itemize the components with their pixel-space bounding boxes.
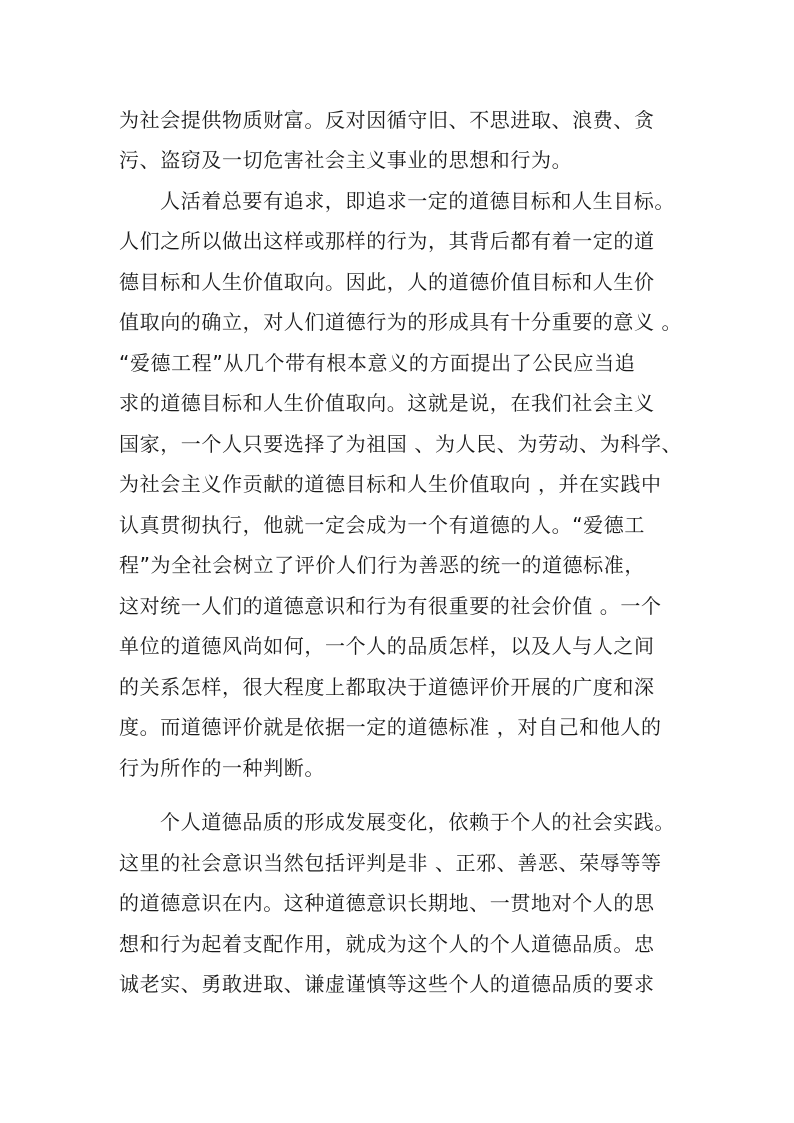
text-line-10: 为社会主义作贡献的道德目标和人生价值取向 ，并在实践中: [119, 472, 662, 496]
text-line-19: 这里的社会意识当然包括评判是非 、正邪、善恶、荣辱等等: [119, 851, 662, 875]
text-line-16: 度。而道德评价就是依据一定的道德标准 ，对自己和他人的: [119, 715, 662, 739]
text-line-20: 的道德意识在内。这种道德意识长期地、一贯地对个人的思: [119, 891, 655, 915]
text-line-22: 诚老实、勇敢进取、谦虚谨慎等这些个人的道德品质的要求: [119, 972, 655, 996]
text-line-4: 人们之所以做出这样或那样的行为，其背后都有着一定的道: [119, 229, 655, 253]
text-line-8: 求的道德目标和人生价值取向。这就是说，在我们社会主义: [119, 391, 655, 415]
text-line-2: 污、盗窃及一切危害社会主义事业的思想和行为。: [119, 148, 573, 172]
text-line-9: 国家，一个人只要选择了为祖国 、为人民、为劳动、为科学、: [119, 432, 683, 456]
text-line-1: 为社会提供物质财富。反对因循守旧、不思进取、浪费、贪: [119, 108, 655, 132]
paragraph-start-line-3: 人活着总要有追求，即追求一定的道德目标和人生目标。: [160, 189, 675, 213]
text-line-15: 的关系怎样，很大程度上都取决于道德评价开展的广度和深: [119, 675, 655, 699]
text-line-11: 认真贯彻执行，他就一定会成为一个有道德的人。“爱德工: [119, 513, 645, 537]
text-line-14: 单位的道德风尚如何，一个人的品质怎样，以及人与人之间: [119, 634, 655, 658]
text-line-6: 值取向的确立，对人们道德行为的形成具有十分重要的意义 。: [119, 310, 683, 334]
text-line-17: 行为所作的一种判断。: [119, 756, 325, 780]
text-line-12: 程”为全社会树立了评价人们行为善恶的统一的道德标准，: [119, 553, 645, 577]
text-line-21: 想和行为起着支配作用，就成为这个人的个人道德品质。忠: [119, 932, 655, 956]
text-line-7: “爱德工程”从几个带有根本意义的方面提出了公民应当追: [119, 351, 636, 375]
text-line-13: 这对统一人们的道德意识和行为有很重要的社会价值 。一个: [119, 594, 662, 618]
paragraph-start-line-18: 个人道德品质的形成发展变化，依赖于个人的社会实践。: [160, 810, 675, 834]
text-line-5: 德目标和人生价值取向。因此，人的道德价值目标和人生价: [119, 270, 655, 294]
